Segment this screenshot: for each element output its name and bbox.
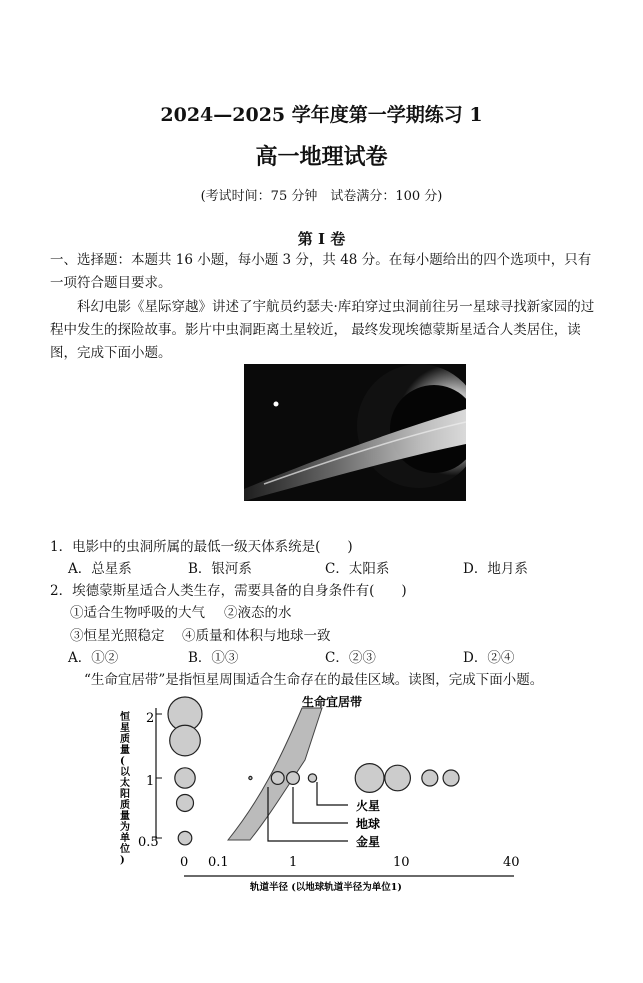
- y-label-char: 单: [120, 833, 130, 844]
- q2-option-c[interactable]: C．②③: [325, 650, 376, 666]
- q1-option-b[interactable]: B．银河系: [188, 561, 252, 577]
- planet-5: [355, 764, 384, 793]
- star-2: [170, 725, 201, 756]
- q2-option-a[interactable]: A．①②: [68, 650, 119, 666]
- x-tick-10: 10: [393, 855, 410, 870]
- part-heading: 第 I 卷: [297, 230, 346, 248]
- x-tick-01: 0.1: [208, 855, 229, 870]
- y-label-char: 以: [120, 767, 130, 778]
- x-tick-0: 0: [180, 855, 189, 870]
- exam-info: (考试时间：75 分钟 试卷满分：100 分): [200, 189, 443, 204]
- passage-1: 科幻电影《星际穿越》讲述了宇航员约瑟夫·库珀穿过虫洞前往另一星球寻找新家园的过程中发生的探险故事。影片中虫洞距离土星较近， 最终发现埃德蒙斯星适合人类居住，读图，完成下面小题。: [50, 299, 595, 361]
- y-label-char: 量: [120, 745, 130, 756]
- y-label-char: 星: [120, 723, 130, 734]
- y-label-char: ): [120, 855, 125, 866]
- y-label-char: 阳: [120, 789, 130, 800]
- planet-3: [287, 772, 300, 785]
- question-2-stem: 2．埃德蒙斯星适合人类生存，需要具备的自身条件有( ): [50, 583, 407, 599]
- y-label-char: 量: [120, 811, 130, 822]
- y-label-char: 质: [120, 734, 130, 745]
- star-4: [177, 794, 194, 811]
- star-5: [178, 831, 192, 845]
- q2-option-b[interactable]: B．①③: [188, 650, 239, 666]
- planet-6: [385, 765, 411, 791]
- x-tick-1: 1: [289, 855, 298, 870]
- y-tick-label-2: 2: [146, 711, 155, 726]
- y-label-char: 为: [120, 822, 130, 833]
- y-label-char: 质: [120, 800, 130, 811]
- q1-option-c[interactable]: C．太阳系: [325, 561, 390, 577]
- label-venus: 金星: [356, 835, 381, 849]
- exam-title: 2024—2025 学年度第一学期练习 1: [160, 104, 483, 126]
- x-axis-label: 轨道半径 (以地球轨道半径为单位1): [250, 882, 402, 893]
- planet-7: [422, 770, 438, 786]
- planet-1: [249, 776, 252, 779]
- subject-title: 高一地理试卷: [255, 144, 388, 170]
- y-axis-label: [119, 710, 131, 866]
- planet-8: [443, 770, 459, 786]
- star-3: [175, 768, 195, 788]
- habitable-zone-title: 生命宜居带: [302, 695, 363, 709]
- condition-4: ④质量和体积与地球一致: [182, 628, 331, 644]
- y-label-char: 恒: [120, 712, 130, 723]
- y-label-char: 太: [120, 778, 130, 789]
- label-mars: 火星: [356, 799, 381, 813]
- planet-2: [271, 772, 284, 785]
- condition-2: ②液态的水: [224, 605, 292, 621]
- q1-option-a[interactable]: A．总星系: [68, 561, 132, 577]
- passage-2: “生命宜居带”是指恒星周围适合生命存在的最佳区域。读图，完成下面小题。: [84, 672, 544, 688]
- habitable-zone-chart: [110, 690, 530, 900]
- black-hole-image: [244, 364, 466, 501]
- mars-leader: [317, 782, 348, 805]
- y-label-char: (: [120, 756, 125, 767]
- q1-option-d[interactable]: D．地月系: [463, 561, 528, 577]
- section-instructions: 一、选择题：本题共 16 小题，每小题 3 分，共 48 分。在每小题给出的四个选项中，只有一项符合题目要求。: [50, 252, 592, 291]
- condition-1: ①适合生物呼吸的大气: [70, 605, 205, 621]
- question-1-stem: 1．电影中的虫洞所属的最低一级天体系统是( ): [50, 539, 353, 555]
- q2-option-d[interactable]: D．②④: [463, 650, 515, 666]
- y-tick-label-05: 0.5: [138, 835, 159, 850]
- condition-3: ③恒星光照稳定: [70, 628, 165, 644]
- y-label-char: 位: [120, 844, 130, 855]
- label-earth: 地球: [356, 817, 381, 831]
- y-tick-label-1: 1: [146, 774, 155, 789]
- planet-4: [308, 774, 316, 782]
- black-hole-illustration: [244, 364, 466, 501]
- x-tick-40: 40: [503, 855, 520, 870]
